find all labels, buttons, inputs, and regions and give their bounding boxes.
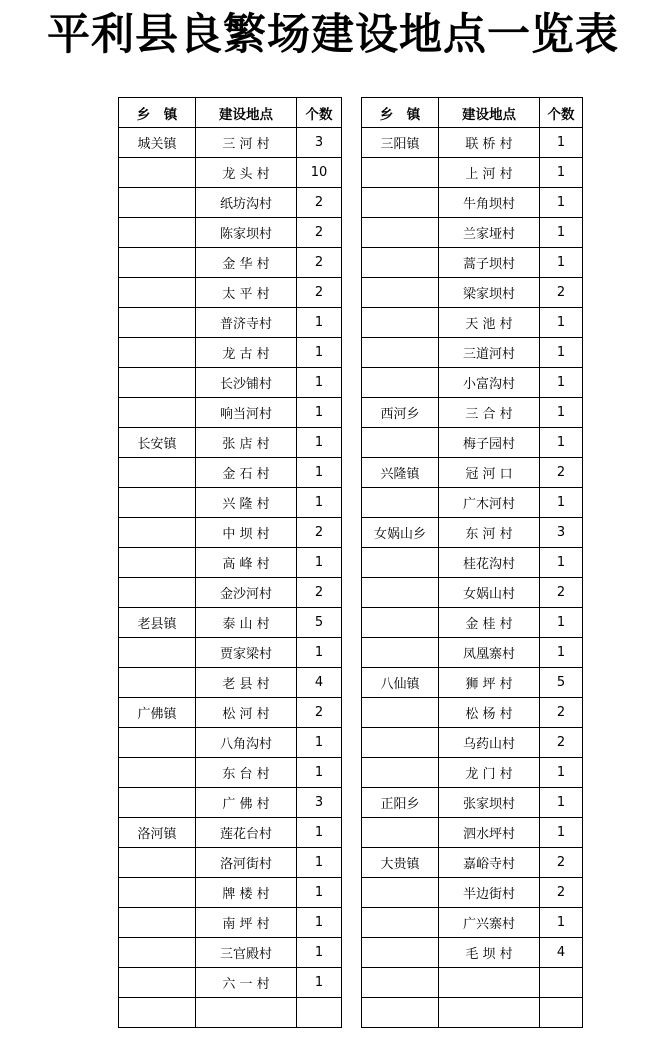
cell-site: 响当河村 [196, 398, 297, 428]
cell-count: 1 [540, 428, 583, 458]
cell-site: 洛河街村 [196, 848, 297, 878]
cell-site: 龙 门 村 [439, 758, 540, 788]
cell-town [362, 218, 439, 248]
cell-site: 龙 头 村 [196, 158, 297, 188]
cell-town [362, 308, 439, 338]
cell-town [119, 338, 196, 368]
cell-site: 六 一 村 [196, 968, 297, 998]
table-row [362, 428, 583, 458]
table-row [362, 218, 583, 248]
cell-count: 2 [540, 578, 583, 608]
cell-count: 2 [297, 248, 342, 278]
cell-count: 2 [540, 698, 583, 728]
table-row [119, 758, 342, 788]
cell-count: 1 [540, 368, 583, 398]
cell-site: 八角沟村 [196, 728, 297, 758]
cell-count: 1 [540, 758, 583, 788]
cell-site: 嘉峪寺村 [439, 848, 540, 878]
table-row [119, 878, 342, 908]
cell-town [362, 908, 439, 938]
cell-town [362, 698, 439, 728]
cell-site: 蒿子坝村 [439, 248, 540, 278]
cell-count: 2 [540, 848, 583, 878]
cell-site: 中 坝 村 [196, 518, 297, 548]
header-row [362, 98, 583, 128]
cell-site: 普济寺村 [196, 308, 297, 338]
cell-town: 城关镇 [119, 128, 196, 158]
table-row [119, 458, 342, 488]
header-site: 建设地点 [439, 98, 540, 128]
cell-site [439, 998, 540, 1028]
cell-town [119, 248, 196, 278]
table-row [119, 308, 342, 338]
cell-site: 广兴寨村 [439, 908, 540, 938]
cell-town [362, 428, 439, 458]
table-row [362, 308, 583, 338]
cell-town [362, 938, 439, 968]
cell-town: 广佛镇 [119, 698, 196, 728]
cell-count [540, 998, 583, 1028]
table-row [119, 488, 342, 518]
cell-count: 1 [297, 818, 342, 848]
cell-site: 广 佛 村 [196, 788, 297, 818]
cell-site: 松 杨 村 [439, 698, 540, 728]
cell-count: 4 [297, 668, 342, 698]
cell-count: 2 [540, 728, 583, 758]
cell-town [119, 998, 196, 1028]
table-row [119, 398, 342, 428]
cell-count: 1 [297, 908, 342, 938]
cell-town [362, 878, 439, 908]
cell-count [540, 968, 583, 998]
cell-town [362, 608, 439, 638]
table-row [119, 188, 342, 218]
cell-town [362, 578, 439, 608]
table-row [119, 548, 342, 578]
cell-site: 龙 古 村 [196, 338, 297, 368]
cell-site: 三官殿村 [196, 938, 297, 968]
cell-site: 桂花沟村 [439, 548, 540, 578]
cell-site: 泰 山 村 [196, 608, 297, 638]
cell-town [119, 308, 196, 338]
table-row [362, 878, 583, 908]
table-row [362, 938, 583, 968]
cell-town [119, 278, 196, 308]
cell-site: 小富沟村 [439, 368, 540, 398]
table-row [119, 668, 342, 698]
cell-site: 三 河 村 [196, 128, 297, 158]
table-row [119, 638, 342, 668]
header-count: 个数 [540, 98, 583, 128]
cell-town [362, 158, 439, 188]
cell-count: 1 [540, 218, 583, 248]
cell-site: 贾家梁村 [196, 638, 297, 668]
cell-town: 八仙镇 [362, 668, 439, 698]
table-row [119, 578, 342, 608]
cell-count: 2 [297, 188, 342, 218]
table-row [119, 278, 342, 308]
table-row [362, 848, 583, 878]
cell-site [439, 968, 540, 998]
cell-site: 三道河村 [439, 338, 540, 368]
table-row [362, 398, 583, 428]
table-row [119, 728, 342, 758]
cell-town: 西河乡 [362, 398, 439, 428]
cell-site: 南 坪 村 [196, 908, 297, 938]
cell-site: 金 桂 村 [439, 608, 540, 638]
table-row [362, 818, 583, 848]
cell-town [119, 638, 196, 668]
cell-count: 5 [297, 608, 342, 638]
cell-town: 女娲山乡 [362, 518, 439, 548]
cell-town [362, 968, 439, 998]
cell-town [119, 578, 196, 608]
cell-site: 老 县 村 [196, 668, 297, 698]
table-row [119, 248, 342, 278]
cell-count: 2 [297, 518, 342, 548]
cell-town [119, 188, 196, 218]
cell-town [119, 458, 196, 488]
cell-count: 4 [540, 938, 583, 968]
cell-count: 1 [297, 638, 342, 668]
cell-site: 兰家垭村 [439, 218, 540, 248]
cell-site: 纸坊沟村 [196, 188, 297, 218]
cell-site [196, 998, 297, 1028]
cell-count: 1 [540, 818, 583, 848]
cell-town [362, 338, 439, 368]
header-count: 个数 [297, 98, 342, 128]
table-row [362, 278, 583, 308]
table-row [119, 938, 342, 968]
cell-town: 洛河镇 [119, 818, 196, 848]
table-row [362, 908, 583, 938]
table-row [362, 188, 583, 218]
left-table-body [119, 128, 342, 1028]
table-row [119, 128, 342, 158]
cell-site: 广木河村 [439, 488, 540, 518]
cell-site: 凤凰寨村 [439, 638, 540, 668]
header-town: 乡 镇 [362, 98, 439, 128]
table-row [119, 788, 342, 818]
cell-town [119, 668, 196, 698]
cell-site: 东 台 村 [196, 758, 297, 788]
header-site: 建设地点 [196, 98, 297, 128]
cell-town [362, 758, 439, 788]
cell-count: 2 [540, 458, 583, 488]
cell-site: 半边街村 [439, 878, 540, 908]
cell-count: 1 [297, 548, 342, 578]
table-row [362, 698, 583, 728]
cell-town [119, 728, 196, 758]
table-row [362, 248, 583, 278]
cell-town: 老县镇 [119, 608, 196, 638]
cell-count: 1 [540, 338, 583, 368]
cell-site: 张 店 村 [196, 428, 297, 458]
cell-count: 1 [297, 728, 342, 758]
cell-count: 3 [297, 788, 342, 818]
table-row [119, 428, 342, 458]
table-row [362, 728, 583, 758]
cell-town [362, 188, 439, 218]
cell-site: 太 平 村 [196, 278, 297, 308]
table-row [362, 488, 583, 518]
cell-count: 1 [297, 458, 342, 488]
cell-site: 张家坝村 [439, 788, 540, 818]
table-row [119, 338, 342, 368]
cell-count: 1 [297, 398, 342, 428]
cell-count: 10 [297, 158, 342, 188]
cell-site: 女娲山村 [439, 578, 540, 608]
cell-town [362, 548, 439, 578]
cell-count: 1 [540, 398, 583, 428]
table-row [362, 998, 583, 1028]
cell-count: 1 [540, 488, 583, 518]
table-row [362, 158, 583, 188]
table-row [119, 998, 342, 1028]
table-row [119, 218, 342, 248]
cell-site: 长沙铺村 [196, 368, 297, 398]
cell-count: 1 [540, 608, 583, 638]
cell-site: 毛 坝 村 [439, 938, 540, 968]
cell-town [119, 518, 196, 548]
cell-count: 1 [297, 968, 342, 998]
cell-town: 兴隆镇 [362, 458, 439, 488]
cell-count: 1 [540, 308, 583, 338]
cell-count: 1 [297, 848, 342, 878]
cell-site: 松 河 村 [196, 698, 297, 728]
cell-site: 联 桥 村 [439, 128, 540, 158]
cell-count: 1 [297, 308, 342, 338]
table-row [362, 968, 583, 998]
cell-site: 梁家坝村 [439, 278, 540, 308]
cell-count: 1 [540, 548, 583, 578]
table-row [362, 128, 583, 158]
cell-town [362, 998, 439, 1028]
cell-site: 高 峰 村 [196, 548, 297, 578]
cell-count: 1 [540, 188, 583, 218]
cell-town [119, 968, 196, 998]
cell-town [119, 368, 196, 398]
cell-count: 5 [540, 668, 583, 698]
cell-count: 1 [297, 938, 342, 968]
cell-site: 梅子园村 [439, 428, 540, 458]
table-row [119, 368, 342, 398]
table-row [119, 158, 342, 188]
cell-count: 1 [540, 128, 583, 158]
cell-town [119, 488, 196, 518]
cell-count: 1 [297, 368, 342, 398]
table-row [362, 338, 583, 368]
table-row [362, 788, 583, 818]
cell-town [119, 548, 196, 578]
cell-town [362, 248, 439, 278]
cell-count: 2 [297, 698, 342, 728]
table-row [362, 578, 583, 608]
table-row [119, 698, 342, 728]
cell-site: 三 合 村 [439, 398, 540, 428]
left-table [118, 97, 342, 1028]
table-row [119, 848, 342, 878]
cell-town [119, 218, 196, 248]
table-row [362, 458, 583, 488]
table-row [362, 518, 583, 548]
cell-count: 2 [297, 218, 342, 248]
table-row [362, 548, 583, 578]
cell-site: 莲花台村 [196, 818, 297, 848]
table-row [362, 668, 583, 698]
cell-town [362, 278, 439, 308]
cell-count [297, 998, 342, 1028]
cell-town [119, 908, 196, 938]
cell-town [362, 818, 439, 848]
cell-site: 金沙河村 [196, 578, 297, 608]
cell-town [119, 878, 196, 908]
cell-count: 2 [297, 278, 342, 308]
cell-count: 1 [297, 878, 342, 908]
cell-count: 1 [540, 248, 583, 278]
table-row [362, 608, 583, 638]
cell-site: 天 池 村 [439, 308, 540, 338]
cell-count: 1 [540, 638, 583, 668]
cell-town [362, 368, 439, 398]
cell-count: 3 [297, 128, 342, 158]
cell-count: 1 [540, 908, 583, 938]
cell-site: 狮 坪 村 [439, 668, 540, 698]
cell-site: 金 石 村 [196, 458, 297, 488]
cell-count: 1 [297, 428, 342, 458]
cell-site: 东 河 村 [439, 518, 540, 548]
cell-count: 2 [540, 878, 583, 908]
page-title: 平利县良繁场建设地点一览表 [47, 10, 619, 60]
cell-site: 牌 楼 村 [196, 878, 297, 908]
table-row [362, 638, 583, 668]
cell-town: 正阳乡 [362, 788, 439, 818]
cell-town [119, 398, 196, 428]
table-row [119, 818, 342, 848]
table-row [119, 968, 342, 998]
cell-site: 金 华 村 [196, 248, 297, 278]
cell-town [119, 788, 196, 818]
cell-site: 陈家坝村 [196, 218, 297, 248]
cell-town: 三阳镇 [362, 128, 439, 158]
cell-site: 上 河 村 [439, 158, 540, 188]
cell-count: 2 [540, 278, 583, 308]
table-row [119, 908, 342, 938]
table-row [362, 368, 583, 398]
table-row [119, 518, 342, 548]
cell-town: 大贵镇 [362, 848, 439, 878]
cell-town [119, 938, 196, 968]
cell-site: 乌药山村 [439, 728, 540, 758]
cell-town [362, 488, 439, 518]
cell-town: 长安镇 [119, 428, 196, 458]
right-table [361, 97, 583, 1028]
cell-count: 1 [297, 338, 342, 368]
cell-count: 1 [540, 158, 583, 188]
cell-count: 1 [540, 788, 583, 818]
header-town: 乡 镇 [119, 98, 196, 128]
cell-count: 1 [297, 488, 342, 518]
cell-site: 冠 河 口 [439, 458, 540, 488]
cell-site: 兴 隆 村 [196, 488, 297, 518]
cell-town [119, 848, 196, 878]
cell-town [362, 638, 439, 668]
cell-site: 牛角坝村 [439, 188, 540, 218]
cell-town [119, 758, 196, 788]
cell-town [362, 728, 439, 758]
header-row [119, 98, 342, 128]
table-row [119, 608, 342, 638]
cell-town [119, 158, 196, 188]
right-table-body [362, 128, 583, 1028]
cell-count: 2 [297, 578, 342, 608]
cell-site: 泗水坪村 [439, 818, 540, 848]
table-row [362, 758, 583, 788]
cell-count: 3 [540, 518, 583, 548]
cell-count: 1 [297, 758, 342, 788]
